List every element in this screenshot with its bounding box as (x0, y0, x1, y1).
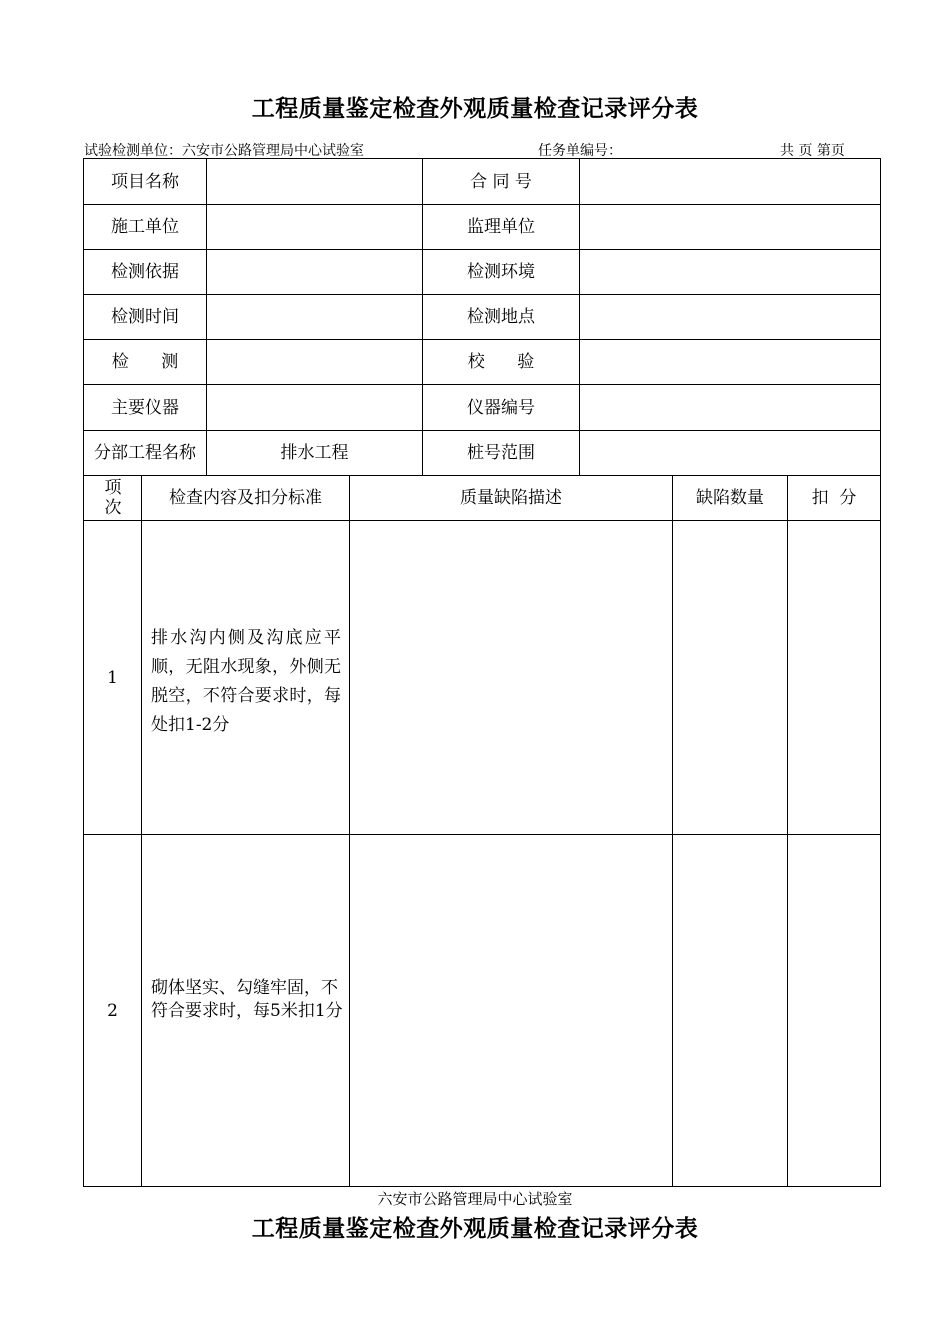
page-number-label: 共 页 第页 (780, 143, 845, 159)
test-basis-label: 检测依据 (111, 262, 179, 282)
testing-unit-label: 试验检测单位：六安市公路管理局中心试验室 (84, 143, 364, 159)
item-criteria: 砌体坚实、勾缝牢固，不符合要求时，每5米扣1分 (151, 978, 343, 1021)
contract-number-label: 合 同 号 (470, 171, 532, 192)
project-name-value (207, 159, 422, 204)
header-description: 质量缺陷描述 (460, 488, 562, 508)
main-instrument-label: 主要仪器 (111, 397, 179, 418)
sub-project-name-value: 排水工程 (280, 443, 349, 463)
tester-value (207, 340, 422, 384)
item-criteria: 排水沟内侧及沟底应平顺，无阻水现象，外侧无脱空，不符合要求时，每处扣1-2分 (151, 628, 341, 735)
test-environment-value (580, 250, 880, 294)
page-title: 工程质量鉴定检查外观质量检查记录评分表 (251, 95, 699, 122)
tester-label: 检 测 (111, 352, 179, 372)
footer-organization: 六安市公路管理局中心试验室 (377, 1190, 573, 1208)
item-index: 1 (107, 667, 118, 688)
test-location-value (580, 295, 880, 339)
contract-number-value (580, 159, 880, 204)
supervision-unit-value (580, 205, 880, 249)
header-index: 项次 (104, 478, 122, 518)
verifier-value (580, 340, 880, 384)
test-time-value (207, 295, 422, 339)
supervision-unit-label: 监理单位 (467, 217, 535, 237)
header-criteria: 检查内容及扣分标准 (169, 488, 322, 508)
construction-unit-label: 施工单位 (111, 217, 179, 237)
test-basis-value (207, 250, 422, 294)
project-name-label: 项目名称 (111, 171, 179, 192)
verifier-label: 校 验 (467, 352, 535, 372)
task-number-label: 任务单编号： (538, 143, 622, 159)
next-page-title: 工程质量鉴定检查外观质量检查记录评分表 (251, 1215, 699, 1242)
test-location-label: 检测地点 (467, 307, 535, 327)
instrument-number-label: 仪器编号 (467, 397, 535, 418)
station-range-value (580, 431, 880, 475)
header-defect-count: 缺陷数量 (696, 488, 764, 508)
sub-project-name-label: 分部工程名称 (94, 442, 196, 463)
construction-unit-value (207, 205, 422, 249)
test-time-label: 检测时间 (111, 307, 179, 327)
station-range-label: 桩号范围 (467, 443, 535, 463)
test-environment-label: 检测环境 (467, 262, 535, 282)
header-deduction: 扣 分 (811, 488, 857, 508)
item-index: 2 (107, 1000, 118, 1021)
main-instrument-value (207, 385, 422, 430)
instrument-number-value (580, 385, 880, 430)
